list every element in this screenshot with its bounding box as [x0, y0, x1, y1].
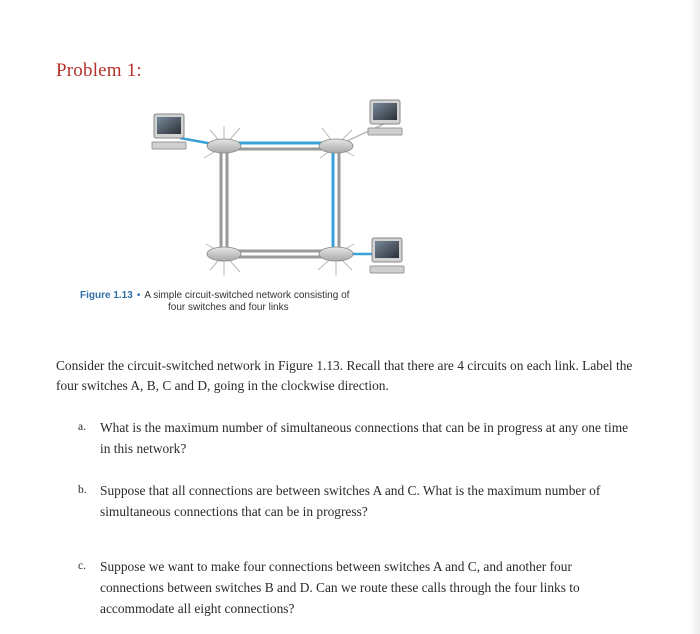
figure-caption	[80, 290, 460, 314]
question-text: What is the maximum number of simultaneous connections that can be in progress at any one time in this network?	[100, 420, 629, 456]
question-text: Suppose that all connections are between switches A and C. What is the maximum number of simultaneous connections that can be in progress?	[100, 483, 601, 519]
figure-label: Figure 1.13	[80, 290, 133, 301]
computer-icon	[370, 238, 404, 273]
caption-line-2: four switches and four links	[168, 302, 289, 313]
computer-icon	[152, 114, 186, 149]
question-text: Suppose we want to make four connections between switches A and C, and another four connections between switches B and D. Can we route these calls through the four links to accommodate all eight connections?	[100, 559, 580, 616]
question-letter: b.	[78, 484, 87, 496]
switch-icon	[319, 247, 353, 261]
question-a	[78, 417, 638, 459]
caption-line-1: A simple circuit-switched network consisting of	[144, 290, 350, 301]
switch-icon	[207, 139, 241, 153]
switch-icon	[207, 247, 241, 261]
page-edge-shadow	[690, 0, 700, 634]
caption-bullet: •	[136, 290, 141, 301]
question-c	[78, 556, 638, 619]
link-right	[333, 146, 339, 254]
network-figure	[140, 94, 440, 294]
question-letter: c.	[78, 560, 86, 572]
question-b	[78, 480, 638, 522]
computer-icon	[368, 100, 402, 135]
intro-paragraph: Consider the circuit-switched network in Figure 1.13. Recall that there are 4 circuits on each link. Label the four switches A, B, C and D, going in the clockwise direction.	[56, 358, 633, 393]
switch-icon	[319, 139, 353, 153]
question-letter: a.	[78, 421, 86, 433]
link-left	[221, 146, 227, 254]
problem-title: Problem 1:	[56, 60, 142, 81]
